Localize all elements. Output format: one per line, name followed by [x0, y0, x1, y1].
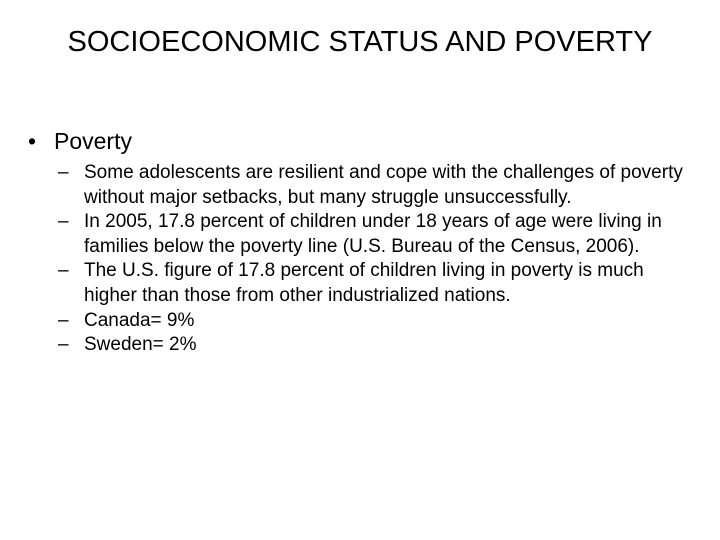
dash-marker: –: [58, 334, 69, 356]
slide-content: [26, 125, 686, 358]
bullet-poverty: [26, 125, 686, 157]
sub-bullet-text: Sweden= 2%: [84, 334, 197, 356]
sub-bullet-text: Canada= 9%: [84, 309, 195, 331]
bullet-text: Poverty: [54, 128, 132, 154]
sub-bullet-resilience: [58, 161, 686, 210]
dash-marker: –: [58, 260, 69, 282]
dash-marker: –: [58, 211, 69, 233]
sub-bullet-text: In 2005, 17.8 percent of children under 18 years of age were living in families below the poverty line (U.S. Bureau of the Census, 2006).: [84, 211, 662, 257]
sub-bullet-text: Some adolescents are resilient and cope with the challenges of poverty without major setbacks, but many struggle unsuccessfully.: [84, 162, 683, 208]
dash-marker: –: [58, 309, 69, 331]
sub-bullet-2005-statistic: [58, 210, 686, 259]
sub-bullet-canada: [58, 309, 686, 334]
slide-title: SOCIOECONOMIC STATUS AND POVERTY: [67, 26, 653, 58]
dash-marker: –: [58, 162, 69, 183]
sub-bullet-text: The U.S. figure of 17.8 percent of children living in poverty is much higher than those from other industrialized nations.: [84, 260, 644, 306]
bullet-marker: •: [28, 128, 37, 154]
sub-bullet-list: [26, 161, 686, 358]
sub-bullet-comparison: [58, 259, 686, 308]
sub-bullet-sweden: [58, 333, 686, 358]
